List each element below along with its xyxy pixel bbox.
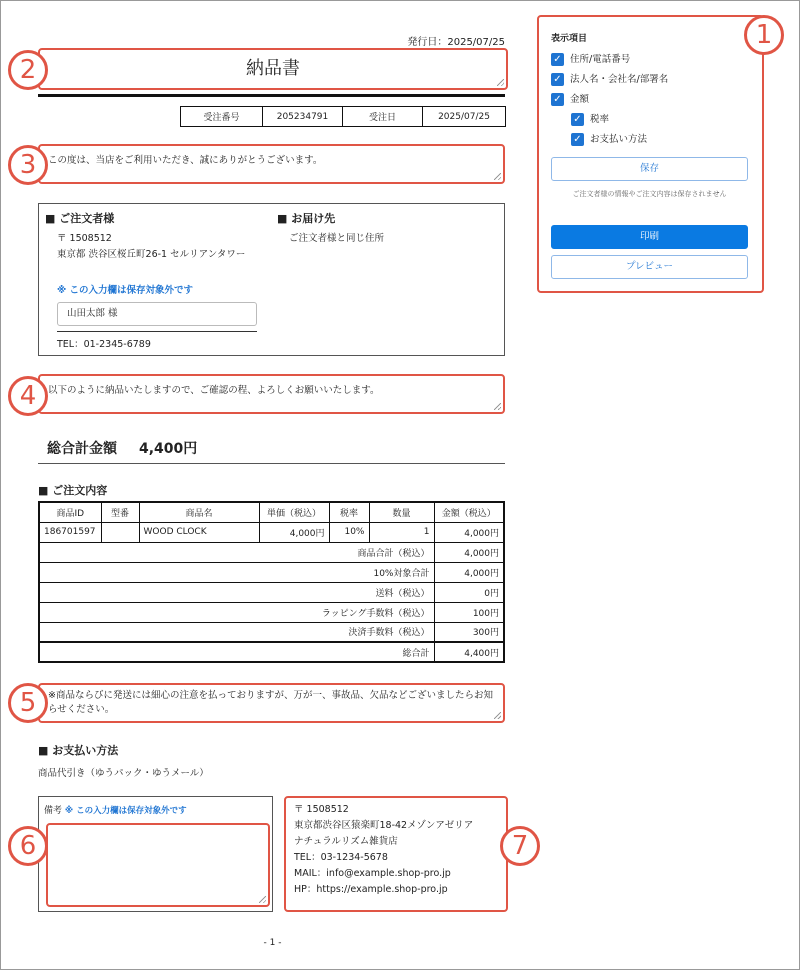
summary-value: 4,000円 (434, 562, 504, 582)
store-info[interactable] (284, 796, 508, 912)
resize-grip-icon[interactable] (494, 712, 501, 719)
checkbox-checked-icon[interactable]: ✓ (571, 133, 584, 146)
table-row (39, 522, 504, 542)
grand-total-value: 4,400円 (139, 441, 198, 457)
orderer-note: ※ この入力欄は保存対象外です (57, 285, 194, 296)
orderer-address: 東京都 渋谷区桜丘町26-1 セルリアンタワー (57, 249, 246, 260)
resize-grip-icon[interactable] (497, 79, 504, 86)
callout-badge-3: 3 (8, 145, 48, 185)
callout-badge-6: 6 (8, 826, 48, 866)
summary-row (39, 562, 504, 582)
order-info-table (180, 106, 506, 127)
summary-label: ラッピング手数料（税込） (39, 602, 434, 622)
option-amount[interactable]: ✓ 金額 (551, 93, 589, 107)
order-no-value: 205234791 (263, 107, 343, 127)
address-section (38, 203, 505, 356)
table-header-row (39, 502, 504, 522)
title-rule (38, 94, 505, 97)
grand-total-label: 総合計金額 (47, 441, 117, 457)
footer-note-field[interactable] (38, 683, 505, 723)
store-mail: MAIL：info@example.shop-pro.jp (294, 868, 451, 879)
store-address: 東京都渋谷区猿楽町18-42メゾンアゼリア (294, 820, 474, 831)
memo-label: 備考 (44, 806, 63, 816)
summary-value: 0円 (434, 582, 504, 602)
save-button[interactable]: 保存 (551, 157, 748, 181)
delivery-heading: ■ お届け先 (277, 212, 336, 225)
col-header: 型番 (101, 502, 139, 522)
order-no-label: 受注番号 (181, 107, 263, 127)
summary-value: 300円 (434, 622, 504, 642)
resize-grip-icon[interactable] (494, 403, 501, 410)
summary-label: 決済手数料（税込） (39, 622, 434, 642)
cell-product-name: WOOD CLOCK (139, 522, 259, 542)
order-items-table (38, 501, 505, 663)
memo-textarea[interactable] (46, 823, 270, 907)
cell-amount: 4,000円 (434, 522, 504, 542)
store-tel: TEL：03-1234-5678 (294, 852, 388, 863)
summary-value: 4,000円 (434, 542, 504, 562)
order-date-label: 受注日 (343, 107, 423, 127)
callout-badge-2: 2 (8, 50, 48, 90)
payment-value: 商品代引き（ゆうパック・ゆうメール） (38, 768, 209, 779)
col-header: 商品名 (139, 502, 259, 522)
option-tax-rate[interactable]: ✓ 税率 (571, 113, 609, 127)
resize-grip-icon[interactable] (259, 896, 266, 903)
checkbox-checked-icon[interactable]: ✓ (571, 113, 584, 126)
summary-row (39, 542, 504, 562)
callout-badge-7: 7 (500, 826, 540, 866)
title-field[interactable] (38, 48, 508, 90)
delivery-value: ご注文者様と同じ住所 (289, 233, 385, 244)
summary-row (39, 602, 504, 622)
print-button[interactable]: 印刷 (551, 225, 748, 249)
memo-label-row (44, 803, 187, 816)
panel-heading: 表示項目 (551, 34, 588, 44)
name-rule (57, 331, 257, 332)
order-contents-heading: ■ ご注文内容 (38, 484, 108, 497)
total-rule (38, 463, 505, 464)
summary-label: 送料（税込） (39, 582, 434, 602)
checkbox-checked-icon[interactable]: ✓ (551, 93, 564, 106)
col-header: 税率 (329, 502, 369, 522)
store-postal: 〒 1508512 (294, 804, 349, 815)
col-header: 数量 (369, 502, 434, 522)
col-header: 単価（税込） (259, 502, 329, 522)
cell-model (101, 522, 139, 542)
cell-tax-rate: 10% (329, 522, 369, 542)
payment-heading: ■ お支払い方法 (38, 744, 119, 757)
checkbox-checked-icon[interactable]: ✓ (551, 73, 564, 86)
delivery-message-field[interactable] (38, 374, 505, 414)
option-address-phone[interactable]: ✓ 住所/電話番号 (551, 53, 630, 67)
orderer-name-input[interactable]: 山田太郎 様 (57, 302, 257, 326)
save-note: ご注文者様の情報やご注文内容は保存されません (572, 190, 727, 198)
summary-row (39, 622, 504, 642)
resize-grip-icon[interactable] (494, 173, 501, 180)
cell-unit-price: 4,000円 (259, 522, 329, 542)
greeting-field[interactable] (38, 144, 505, 184)
greeting-text: この度は、当店をご利用いただき、誠にありがとうございます。 (48, 155, 323, 166)
orderer-heading: ■ ご注文者様 (45, 212, 115, 225)
display-options-panel (537, 15, 764, 293)
document-title: 納品書 (246, 58, 300, 79)
footer-note-text: ※商品ならびに発送には細心の注意を払っておりますが、万が一、事故品、欠品などございましたらお知らせください。 (48, 690, 493, 715)
checkbox-checked-icon[interactable]: ✓ (551, 53, 564, 66)
callout-badge-5: 5 (8, 683, 48, 723)
summary-value: 100円 (434, 602, 504, 622)
order-date-value: 2025/07/25 (423, 107, 506, 127)
summary-row-total (39, 642, 504, 662)
delivery-message-text: 以下のように納品いたしますので、ご確認の程、よろしくお願いいたします。 (48, 385, 380, 396)
preview-button[interactable]: プレビュー (551, 255, 748, 279)
cell-quantity: 1 (369, 522, 434, 542)
col-header: 金額（税込） (434, 502, 504, 522)
grand-total (47, 438, 197, 458)
option-payment-method[interactable]: ✓ お支払い方法 (571, 133, 647, 147)
summary-label: 総合計 (39, 642, 434, 662)
cell-product-id: 186701597 (39, 522, 101, 542)
summary-label: 商品合計（税込） (39, 542, 434, 562)
store-name: ナチュラルリズム雑貨店 (294, 836, 398, 847)
option-company-name[interactable]: ✓ 法人名・会社名/部署名 (551, 73, 668, 87)
issue-date: 発行日：2025/07/25 (407, 37, 505, 48)
callout-badge-1: 1 (744, 15, 784, 55)
summary-label: 10%対象合計 (39, 562, 434, 582)
summary-value: 4,400円 (434, 642, 504, 662)
orderer-tel: TEL：01-2345-6789 (57, 339, 151, 350)
col-header: 商品ID (39, 502, 101, 522)
summary-row (39, 582, 504, 602)
memo-note: ※ この入力欄は保存対象外です (64, 806, 187, 816)
orderer-postal: 〒 1508512 (57, 233, 112, 244)
store-hp: HP：https://example.shop-pro.jp (294, 884, 448, 895)
callout-badge-4: 4 (8, 376, 48, 416)
page-number: - 1 - (263, 938, 282, 948)
memo-section (38, 796, 273, 912)
